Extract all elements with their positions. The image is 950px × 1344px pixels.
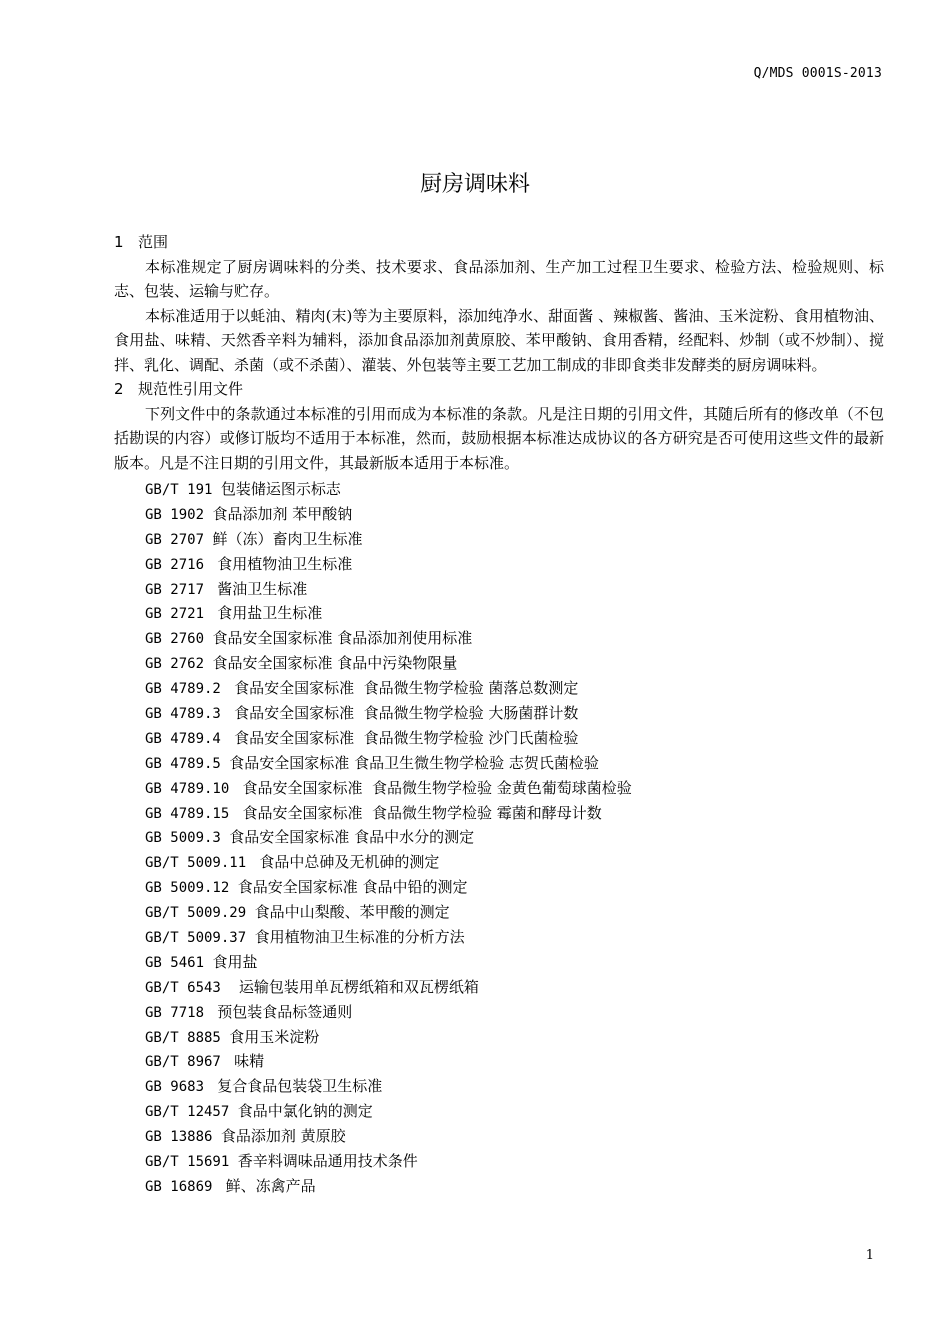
references-intro-paragraph: 下列文件中的条款通过本标准的引用而成为本标准的条款。凡是注日期的引用文件，其随后所有的修改单（不包括勘误的内容）或修订版均不适用于本标准，然而，鼓励根据本标准达成协议的各方研究是否可使用这些文件的最新版本。凡是不注日期的引用文件，其最新版本适用于本标准。 [114,404,884,472]
reference-item [145,801,884,826]
document-body [114,230,884,1199]
reference-title: 味精 [229,1052,265,1071]
reference-item [145,626,884,651]
reference-code: GB 2760 [145,631,205,648]
reference-title: 食品添加剂 苯甲酸钠 [212,504,353,523]
reference-title: 鲜、冻禽产品 [220,1176,316,1195]
reference-title: 食品安全国家标准 食品微生物学检验 菌落总数测定 [229,679,579,698]
reference-code: GB/T 8967 [145,1054,221,1071]
reference-item [145,1149,884,1174]
reference-title: 食品安全国家标准 食品卫生微生物学检验 志贺氏菌检验 [229,753,599,772]
reference-code: GB 7718 [145,1004,205,1021]
reference-item [145,776,884,801]
reference-title: 食用盐 [212,952,258,971]
reference-item [145,577,884,602]
reference-code: GB/T 5009.11 [145,855,247,872]
section-2-number: 2 [114,380,124,398]
reference-item [145,1124,884,1149]
reference-title: 香辛料调味品通用技术条件 [237,1152,418,1171]
reference-title: 食品安全国家标准 食品中铅的测定 [237,878,468,897]
reference-code: GB/T 5009.29 [145,905,247,922]
reference-item [145,875,884,900]
reference-title: 食品安全国家标准 食品微生物学检验 霉菌和酵母计数 [237,803,602,822]
reference-item [145,527,884,552]
reference-code: GB 5461 [145,954,205,971]
reference-title: 预包装食品标签通则 [212,1002,353,1021]
reference-item [145,651,884,676]
reference-title: 食品安全国家标准 食品微生物学检验 金黄色葡萄球菌检验 [237,778,632,797]
reference-item [145,1049,884,1074]
reference-item [145,975,884,1000]
reference-code: GB/T 15691 [145,1154,230,1171]
reference-code: GB/T 12457 [145,1104,230,1121]
reference-title: 食品安全国家标准 食品中污染物限量 [212,654,458,673]
reference-item [145,552,884,577]
section-1-title: 范围 [138,233,169,251]
reference-code: GB 9683 [145,1079,205,1096]
reference-code: GB/T 191 [145,482,213,498]
reference-title: 复合食品包装袋卫生标准 [212,1077,383,1096]
reference-code: GB 4789.3 [145,706,221,723]
reference-title: 食用植物油卫生标准 [212,554,353,573]
reference-code: GB 2717 [145,581,205,598]
reference-title: 酱油卫生标准 [212,579,308,598]
reference-item [145,1000,884,1025]
reference-item [145,900,884,925]
reference-item [145,751,884,776]
reference-code: GB 2707 [145,531,205,548]
document-title: 厨房调味料 [419,172,530,197]
reference-title: 食用植物油卫生标准的分析方法 [254,928,465,947]
reference-title: 食品中氯化钠的测定 [237,1102,373,1121]
reference-title: 食品安全国家标准 食品中水分的测定 [229,828,475,847]
reference-item [145,950,884,975]
reference-code: GB 16869 [145,1178,213,1195]
document-code: Q/MDS 0001S-2013 [753,66,882,81]
reference-code: GB/T 8885 [145,1029,221,1046]
reference-code: GB 4789.4 [145,730,221,747]
reference-item [145,502,884,527]
reference-code: GB/T 5009.37 [145,930,247,947]
reference-title: 食品中总砷及无机砷的测定 [254,853,440,872]
reference-code: GB 4789.5 [145,755,221,772]
reference-code: GB 13886 [145,1129,213,1146]
reference-code: GB 5009.12 [145,880,230,897]
page-number: 1 [865,1248,874,1263]
reference-code: GB 2721 [145,606,205,623]
section-1-heading [114,230,884,255]
reference-title: 包装储运图示标志 [220,480,341,498]
reference-code: GB 1902 [145,506,205,523]
section-1-number: 1 [114,233,124,251]
reference-item [145,925,884,950]
reference-title: 食品添加剂 黄原胶 [220,1127,346,1146]
section-2-title: 规范性引用文件 [138,380,244,398]
reference-item [145,701,884,726]
reference-code: GB 4789.10 [145,780,230,797]
section-2-heading [114,377,884,402]
reference-title: 运输包装用单瓦楞纸箱和双瓦楞纸箱 [229,977,479,996]
reference-item [145,477,884,502]
reference-title: 食用盐卫生标准 [212,604,323,623]
reference-item [145,601,884,626]
reference-code: GB/T 6543 [145,979,221,996]
reference-title: 食品安全国家标准 食品微生物学检验 大肠菌群计数 [229,704,579,723]
reference-item [145,676,884,701]
reference-code: GB 5009.3 [145,830,221,847]
reference-title: 食用玉米淀粉 [229,1027,320,1046]
reference-code: GB 2762 [145,656,205,673]
reference-item [145,1025,884,1050]
scope-paragraph-1: 本标准规定了厨房调味料的分类、技术要求、食品添加剂、生产加工过程卫生要求、检验方法、检验规则、标志、包装、运输与贮存。 [114,257,884,300]
reference-item [145,726,884,751]
reference-title: 鲜（冻）畜肉卫生标准 [212,529,363,548]
reference-list [114,477,884,1199]
reference-title: 食品中山梨酸、苯甲酸的测定 [254,903,450,922]
reference-title: 食品安全国家标准 食品微生物学检验 沙门氏菌检验 [229,728,579,747]
reference-code: GB 2716 [145,556,205,573]
scope-paragraph-2: 本标准适用于以蚝油、精肉(末)等为主要原料，添加纯净水、甜面酱 、辣椒酱、酱油、玉米淀粉、食用植物油、食用盐、味精、天然香辛料为辅料，添加食品添加剂黄原胶、苯甲酸钠、食用香精，经配料、炒制（或不炒制）、搅拌、乳化、调配、杀菌（或不杀菌）、灌装、外包装等主要工艺加工制成的非即食类非发酵类的厨房调味料。 [114,306,884,374]
reference-item [145,1174,884,1199]
reference-item [145,1074,884,1099]
reference-title: 食品安全国家标准 食品添加剂使用标准 [212,629,473,648]
reference-item [145,850,884,875]
reference-code: GB 4789.2 [145,681,221,698]
reference-code: GB 4789.15 [145,805,230,822]
reference-item [145,1099,884,1124]
reference-item [145,825,884,850]
